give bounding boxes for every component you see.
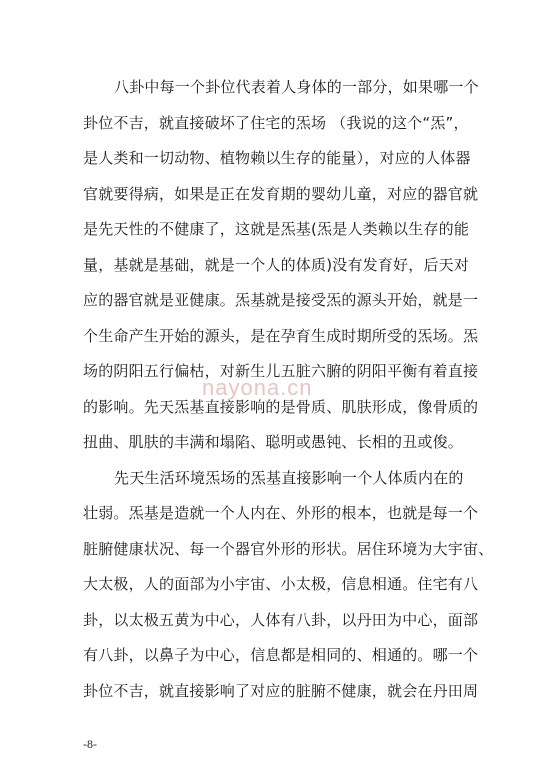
text-line: 壮弱。炁基是造就一个人内在、外形的根本，也就是每一个 [83, 504, 479, 522]
text-line: 先天生活环境炁场的炁基直接影响一个人体质内在的 [114, 469, 464, 487]
text-line: 扭曲、肌肤的丰满和塌陷、聪明或愚钝、长相的丑或俊。 [83, 433, 464, 451]
text-line: 官就要得病，如果是正在发育期的婴幼儿童，对应的器官就 [83, 185, 479, 203]
text-line: 卦，以太极五黄为中心，人体有八卦，以丹田为中心，面部 [83, 611, 479, 629]
text-line: 量，基就是基础，就是一个人的体质)没有发育好，后天对 [83, 256, 470, 274]
page-number: -8- [83, 737, 97, 751]
text-line: 场的阴阳五行偏枯，对新生儿五脏六腑的阴阳平衡有着直接 [83, 362, 479, 380]
text-line: 卦位不吉，就直接破坏了住宅的炁场 （我说的这个“炁”， [83, 114, 469, 132]
text-line: 是先天性的不健康了，这就是炁基(炁是人类赖以生存的能 [83, 220, 470, 238]
text-line: 个生命产生开始的源头，是在孕育生成时期所受的炁场。炁 [83, 327, 479, 345]
text-line: 是人类和一切动物、植物赖以生存的能量），对应的人体器 [83, 149, 471, 167]
watermark: nayona.cn [202, 375, 313, 400]
text-line: 的影响。先天炁基直接影响的是骨质、肌肤形成，像骨质的 [83, 398, 479, 416]
text-line: 脏腑健康状况、每一个器官外形的形状。居住环境为大宇宙、 [83, 540, 494, 558]
text-line: 八卦中每一个卦位代表着人身体的一部分，如果哪一个 [114, 78, 479, 96]
text-line: 卦位不吉，就直接影响了对应的脏腑不健康，就会在丹田周 [83, 682, 479, 700]
text-line: 有八卦，以鼻子为中心，信息都是相同的、相通的。哪一个 [83, 646, 479, 664]
text-line: 大太极，人的面部为小宇宙、小太极，信息相通。住宅有八 [83, 575, 479, 593]
text-line: 应的器官就是亚健康。炁基就是接受炁的源头开始，就是一 [83, 291, 479, 309]
